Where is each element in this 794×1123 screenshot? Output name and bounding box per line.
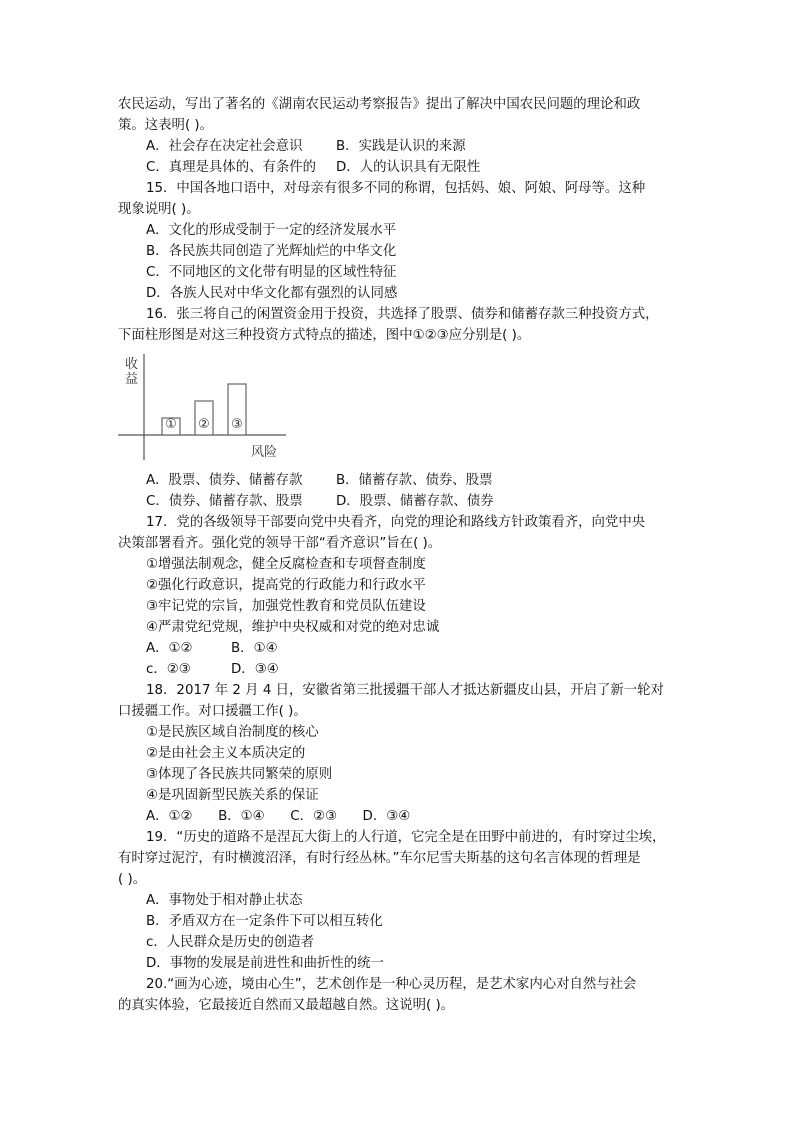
text-line: 策。这表明( )。 (118, 118, 214, 133)
option-b: B．各民族共同创造了光辉灿烂的中华文化 (146, 244, 397, 259)
bar-label: ① (165, 417, 177, 432)
option-a: A．事物处于相对静止状态 (146, 893, 303, 908)
option-row (118, 491, 680, 512)
option-d: D．事物的发展是前进性和曲折性的统一 (146, 956, 384, 971)
option-c: c．人民群众是历史的创造者 (146, 935, 315, 950)
statement-3: ③牢记党的宗旨，加强党性教育和党员队伍建设 (146, 599, 426, 614)
option-a: A．社会存在决定社会意识 (146, 139, 303, 154)
statement-2: ②强化行政意识，提高党的行政能力和行政水平 (146, 578, 426, 593)
x-axis-label: 风险 (251, 445, 278, 460)
option-row (118, 470, 680, 491)
bar-label: ③ (231, 417, 243, 432)
option-d: D．股票、储蓄存款、债券 (336, 494, 494, 509)
question-19-stem: 19．“历史的道路不是涅瓦大街上的人行道，它完全是在田野中前进的，有时穿过尘埃， (146, 830, 666, 845)
bar-chart (118, 352, 298, 464)
question-15-stem: 15．中国各地口语中，对母亲有很多不同的称谓，包括妈、娘、阿娘、阿母等。这种 (146, 181, 646, 196)
option-row (118, 157, 680, 178)
question-19-stem: 有时穿过泥泞，有时横渡沼泽，有时行经丛林。”车尔尼雪夫斯基的这句名言体现的哲理是 (118, 851, 641, 866)
option-row (118, 638, 680, 659)
question-16-stem: 16．张三将自己的闲置资金用于投资，共选择了股票、债券和储蓄存款三种投资方式， (146, 307, 659, 322)
document-page (118, 94, 680, 1016)
statement-2: ②是由社会主义本质决定的 (146, 746, 306, 761)
option-c: C．不同地区的文化带有明显的区域性特征 (146, 265, 397, 280)
option-d: D．③④ (231, 662, 279, 677)
option-row (118, 136, 680, 157)
option-b: B．储蓄存款、债券、股票 (336, 473, 493, 488)
question-19-stem: ( )。 (118, 872, 147, 887)
option-b: B．矛盾双方在一定条件下可以相互转化 (146, 914, 383, 929)
bar-label: ② (198, 417, 210, 432)
statement-1: ①是民族区域自治制度的核心 (146, 725, 319, 740)
option-b: B．实践是认识的来源 (336, 139, 466, 154)
statement-4: ④严肃党纪党规，维护中央权威和对党的绝对忠诚 (146, 620, 440, 635)
question-20-stem: 的真实体验，它最接近自然而又最超越自然。这说明( )。 (118, 998, 455, 1013)
question-17-stem: 决策部署看齐。强化党的领导干部“看齐意识”旨在( )。 (118, 536, 442, 551)
option-c: c．②③ (146, 662, 191, 677)
option-d: D．各族人民对中华文化都有强烈的认同感 (146, 286, 398, 301)
options-line: A．①② B．①④ C．②③ D．③④ (146, 809, 411, 824)
question-16-stem: 下面柱形图是对这三种投资方式特点的描述，图中①②③应分别是( )。 (118, 328, 531, 343)
bar-chart-figure (118, 352, 680, 464)
text-line: 农民运动，写出了著名的《湖南农民运动考察报告》提出了解决中国农民问题的理论和政 (118, 97, 641, 112)
option-b: B．①④ (231, 641, 278, 656)
option-a: A．文化的形成受制于一定的经济发展水平 (146, 223, 397, 238)
question-15-stem: 现象说明( )。 (118, 202, 200, 217)
option-a: A．①② (146, 641, 193, 656)
option-c: C．债券、储蓄存款、股票 (146, 494, 303, 509)
question-20-stem: 20.“画为心迹，境由心生”，艺术创作是一种心灵历程，是艺术家内心对自然与社会 (146, 977, 637, 992)
option-d: D．人的认识具有无限性 (336, 160, 481, 175)
question-17-stem: 17．党的各级领导干部要向党中央看齐，向党的理论和路线方针政策看齐，向党中央 (146, 515, 646, 530)
y-axis-label: 收 (125, 357, 139, 372)
statement-1: ①增强法制观念，健全反腐检查和专项督查制度 (146, 557, 426, 572)
option-a: A．股票、债券、储蓄存款 (146, 473, 303, 488)
option-row (118, 659, 680, 680)
statement-3: ③体现了各民族共同繁荣的原则 (146, 767, 333, 782)
question-18-stem: 口援疆工作。对口援疆工作( )。 (118, 704, 307, 719)
question-18-stem: 18．2017 年 2 月 4 日，安徽省第三批援疆干部人才抵达新疆皮山县，开启了新一轮对 (146, 683, 664, 698)
option-c: C．真理是具体的、有条件的 (146, 160, 317, 175)
y-axis-label: 益 (125, 372, 139, 387)
statement-4: ④是巩固新型民族关系的保证 (146, 788, 319, 803)
